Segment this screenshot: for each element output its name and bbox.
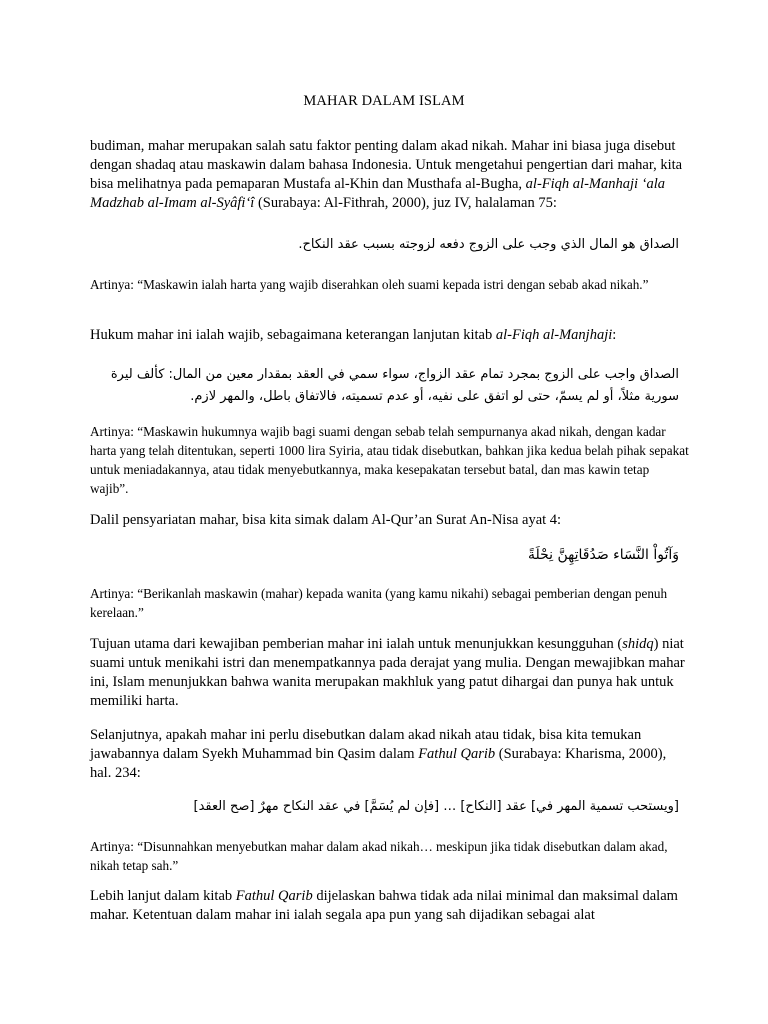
paragraph-text: Lebih lanjut dalam kitab [90,888,236,904]
paragraph-text: Selanjutnya, apakah mahar ini perlu disebutkan dalam akad nikah atau tidak, bisa kita temukan jawabannya dalam Syekh Muhammad bin Qasim dalam [90,727,642,762]
translation-definition: Artinya: “Maskawin ialah harta yang wajib diserahkan oleh suami kepada istri dengan sebab akad nikah.” [90,277,649,292]
paragraph-mention [90,726,690,783]
translation-ruling: Artinya: “Maskawin hukumnya wajib bagi suami dengan sebab telah sempurnanya akad nikah, dengan kadar harta yang telah ditentukan, seperti 1000 lira Syiria, atau tidak disebutkan, bahkan jika kedua belah pihak sepakat untuk meniadakannya, atau tidak menyebutkannya, maka kesepakatan tersebut batal, dan mas kawin tetap wajib”. [90,424,689,496]
arabic-quote-ruling [59,364,679,408]
document-title: MAHAR DALAM ISLAM [303,93,465,109]
translation-verse: Artinya: “Berikanlah maskawin (mahar) kepada wanita (yang kamu nikahi) sebagai pemberian dengan penuh kerelaan.” [90,586,668,620]
book-title: Fathul Qarib [418,746,496,762]
paragraph-text: Tujuan utama dari kewajiban pemberian mahar ini ialah untuk menunjukkan kesungguhan ( [90,636,623,652]
arabic-quote-definition: الصداق هو المال الذي وجب على الزوج دفعه لزوجته بسبب عقد النكاح. [298,237,679,252]
paragraph-definition [90,137,690,213]
paragraph-text: dijelaskan bahwa tidak ada nilai minimal dan maksimal dalam mahar. Ketentuan dalam mahar ini ialah segala apa pun yang sah dijadikan sebagai alat [90,888,678,923]
book-title: al-Fiqh al-Manhaji ‘ala Madzhab al-Imam al-Syâfi‘î [90,176,666,211]
paragraph-text: ) niat suami untuk menikahi istri dan menempatkannya pada derajat yang mulia. Dengan mewajibkan mahar ini, Islam menunjukkan bahwa wanita merupakan makhluk yang patut dihargai dan punya hak untuk memiliki harta. [90,636,685,709]
paragraph-text: budiman, mahar merupakan salah satu faktor penting dalam akad nikah. Mahar ini biasa juga disebut dengan shadaq atau maskawin dalam bahasa Indonesia. Untuk mengetahui pengertian dari mahar, kita bisa melihatnya pada pemaparan Mustafa al-Khin dan Musthafa al-Bugha, [90,138,683,192]
arabic-quote-mention: [ويستحب تسمية المهر في] عقد [النكاح] … [فإن لم يُسَمَّ] في عقد النكاح مهرٌ [صح العقد] [193,799,679,814]
paragraph-text: (Surabaya: Al-Fithrah, 2000), juz IV, halalaman 75: [254,195,557,211]
arabic-term: shidq [622,636,654,652]
translation-mention: Artinya: “Disunnahkan menyebutkan mahar dalam akad nikah… meskipun jika tidak disebutkan dalam akad, nikah tetap sah.” [90,839,668,873]
paragraph-ruling [90,326,690,345]
arabic-line: سورية مثلاً، أو لم يسمّ، حتى لو اتفق على نفيه، أو عدم تسميته، فالاتفاق باطل، والمهر لازم. [190,389,679,404]
arabic-line: الصداق واجب على الزوج بمجرد تمام عقد الزواج، سواء سمي في العقد بمقدار معين من المال: كألف ليرة [110,367,679,382]
paragraph-amount [90,887,690,925]
quran-verse: وَآتُواْ النَّسَاء صَدُقَاتِهِنَّ نِحْلَةً [527,547,679,563]
paragraph-text: Hukum mahar ini ialah wajib, sebagaimana keterangan lanjutan kitab [90,327,496,343]
paragraph-text: : [612,327,617,343]
paragraph-evidence: Dalil pensyariatan mahar, bisa kita simak dalam Al-Qur’an Surat An-Nisa ayat 4: [90,512,562,528]
paragraph-text: (Surabaya: Kharisma, 2000), hal. 234: [90,746,667,781]
book-title: al-Fiqh al-Manjhaji [495,327,613,343]
paragraph-purpose [90,635,690,711]
book-title: Fathul Qarib [235,888,313,904]
